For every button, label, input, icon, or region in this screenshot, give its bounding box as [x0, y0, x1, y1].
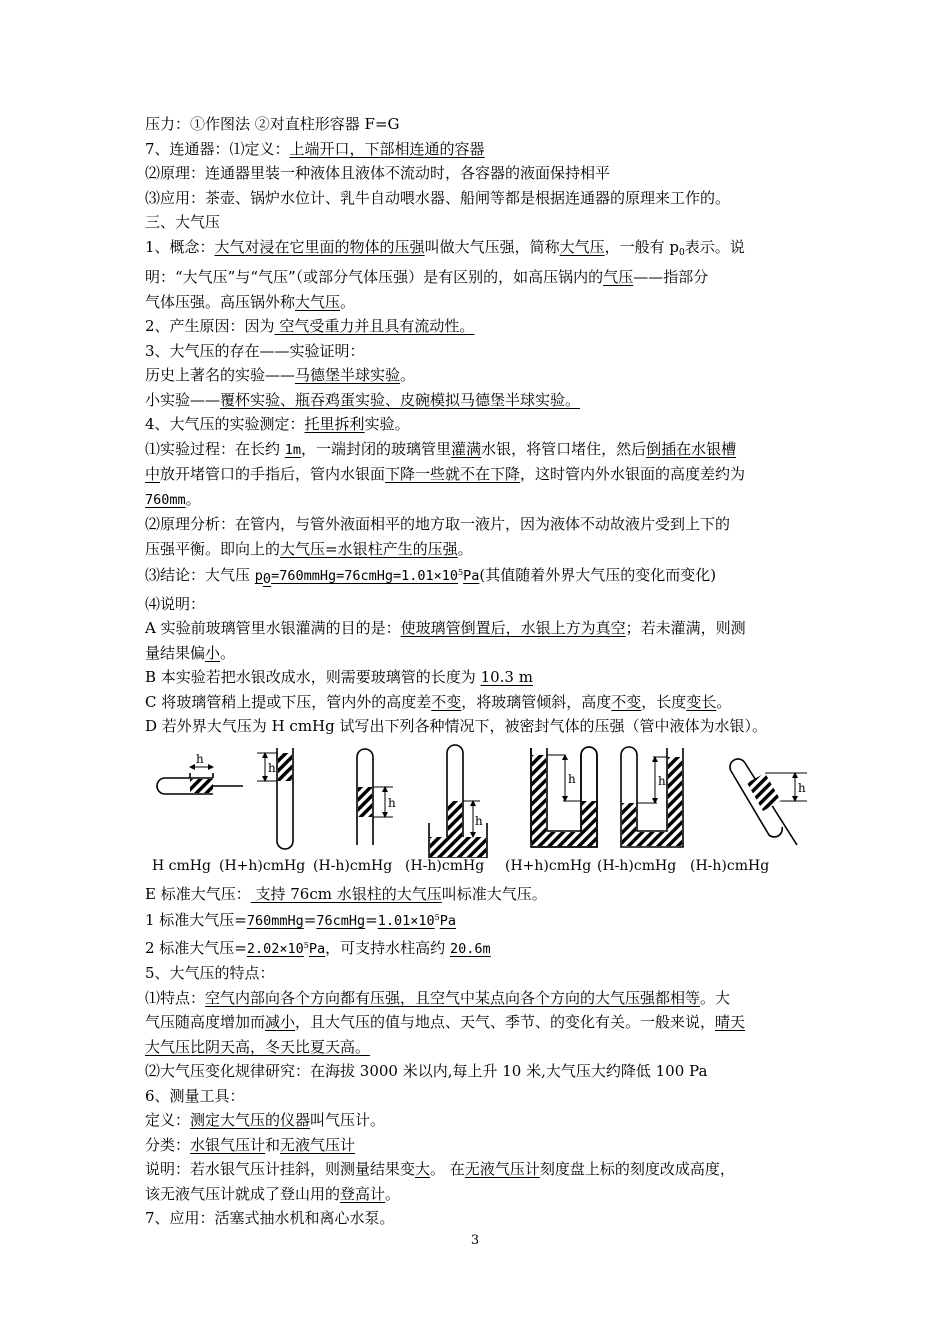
barometer-types: 分类：水银气压计和无液气压计 — [145, 1135, 356, 1154]
features-line-1: ⑴特点：空气内部向各个方向都有压强，且空气中某点向各个方向的大气压强都相等。大 — [145, 988, 731, 1007]
note-b-line: B 本实验若把水银改成水，则需要玻璃管的长度为 10.3 m — [145, 668, 533, 686]
famous-experiment-line: 历史上著名的实验——马德堡半球实验。 — [145, 366, 416, 384]
tube-horizontal — [157, 767, 243, 794]
features-heading: 5、大气压的特点： — [145, 964, 275, 982]
process-line-2: 中放开堵管口的手指后，管内水银面下降一些就不在下降，这时管内外水银面的高度差约为 — [145, 465, 746, 483]
page-number: 3 — [470, 1233, 480, 1248]
connector-application: ⑶应用：茶壶、锅炉水位计、乳牛自动喂水器、船闸等都是根据连通器的原理来工作的。 — [145, 188, 731, 207]
barometer-definition: 定义：测定大气压的仪器叫气压计。 — [145, 1111, 386, 1129]
u-tube-2 — [621, 747, 683, 847]
page-body — [145, 112, 810, 1231]
applications-line: 7、应用：活塞式抽水机和离心水泵。 — [145, 1209, 395, 1227]
cause-line: 2、产生原因：因为 空气受重力并且具有流动性。 — [145, 317, 475, 335]
caption-7: (H-h)cmHg — [690, 857, 770, 874]
connector-definition: 7、连通器：⑴定义：上端开口，下部相连通的容器 — [145, 139, 485, 158]
note-d-line: D 若外界大气压为 H cmHg 试写出下列各种情况下，被密封气体的压强（管中液体为水银）。 — [145, 717, 767, 735]
fig7-h-label: h — [798, 780, 806, 795]
barometer-note-2: 该无液气压计就成了登山用的登高计。 — [145, 1184, 401, 1203]
caption-3: (H-h)cmHg — [313, 857, 393, 874]
analysis-line-1: ⑵原理分析：在管内，与管外液面相平的地方取一液片，因为液体不动故液片受到上下的 — [145, 515, 731, 533]
tube-diagrams-svg — [145, 743, 810, 858]
notes-heading: ⑷说明： — [145, 594, 206, 613]
instruments-heading: 6、测量工具： — [145, 1086, 245, 1105]
tube-in-trough — [429, 745, 487, 858]
concept-line-1: 1、概念：大气对浸在它里面的物体的压强叫做大气压强，简称大气压，一般有 $p_0$表示。说 — [145, 237, 745, 258]
features-line-3: 大气压比阴天高，冬天比夏天高。 — [145, 1037, 371, 1056]
tube-diagrams — [145, 743, 810, 858]
process-line-1: ⑴实验过程：在长约 1m，一端封闭的玻璃管里灌满水银，将管口堵住，然后倒插在水银槽 — [145, 439, 737, 458]
fig2-h-label: h — [268, 760, 276, 775]
caption-4: (H-h)cmHg — [405, 857, 485, 874]
diagram-captions — [145, 858, 810, 882]
note-e-line: E 标准大气压： 支持 76cm 水银柱的大气压叫标准大气压。 — [145, 884, 547, 903]
standard-1-line: 1 标准大气压$=760mmHg=76cmHg=1.01\times 10^5Pa$ — [145, 911, 456, 929]
caption-1: H cmHg — [152, 857, 211, 874]
standard-2-line: 2 标准大气压$=2.02\times 10^5Pa$，可支持水柱高约 20.6m — [145, 938, 491, 957]
measurement-heading: 4、大气压的实验测定：托里拆利实验。 — [145, 415, 410, 433]
note-a-line-2: 量结果偏小。 — [145, 643, 236, 662]
process-line-3: 760mm。 — [145, 489, 201, 508]
fig6-h-label: h — [658, 773, 666, 788]
caption-2: (H+h)cmHg — [219, 857, 306, 874]
caption-6: (H-h)cmHg — [597, 857, 677, 874]
features-line-2: 气压随高度增加而减小，且大气压的值与地点、天气、季节、的变化有关。一般来说，晴天 — [145, 1013, 746, 1031]
concept-line-2: 明：“大气压”与“气压”（或部分气体压强）是有区别的，如高压锅内的气压——指部分 — [145, 268, 709, 286]
conclusion-line: ⑶结论：大气压 $p0=760mmHg=76cmHg=1.01\times 10^5Pa$(其值随着外界大气压的变化而变化) — [145, 566, 717, 587]
small-experiment-line: 小实验——覆杯实验、瓶吞鸡蛋实验、皮碗模拟马德堡半球实验。 — [145, 390, 581, 409]
existence-line: 3、大气压的存在——实验证明： — [145, 341, 365, 360]
fig4-h-label: h — [475, 813, 483, 828]
tube-tilted — [730, 758, 807, 844]
fig3-h-label: h — [388, 795, 396, 810]
section-heading-atmosphere: 三、大气压 — [145, 213, 221, 231]
concept-line-3: 气体压强。高压锅外称大气压。 — [145, 292, 356, 311]
pressure-line: 压力：①作图法 ②对直柱形容器 F=G — [145, 115, 400, 133]
connector-principle: ⑵原理：连通器里装一种液体且液体不流动时，各容器的液面保持相平 — [145, 164, 611, 182]
barometer-note-1: 说明：若水银气压计挂斜，则测量结果变大。 在无液气压计刻度盘上标的刻度改成高度， — [145, 1160, 735, 1178]
fig5-h-label: h — [568, 771, 576, 786]
fig1-h-label: h — [196, 751, 204, 766]
note-a-line-1: A 实验前玻璃管里水银灌满的目的是：使玻璃管倒置后，水银上方为真空；若未灌满，则测 — [145, 619, 746, 637]
u-tube-1 — [531, 747, 597, 847]
caption-5: (H+h)cmHg — [505, 857, 592, 874]
analysis-line-2: 压强平衡。即向上的大气压=水银柱产生的压强。 — [145, 539, 473, 558]
note-c-line: C 将玻璃管稍上提或下压，管内外的高度差不变，将玻璃管倾斜，高度不变，长度变长。 — [145, 692, 732, 711]
variation-rule-line: ⑵大气压变化规律研究：在海拔 3000 米以内,每上升 10 米,大气压大约降低 100 Pa — [145, 1062, 708, 1080]
